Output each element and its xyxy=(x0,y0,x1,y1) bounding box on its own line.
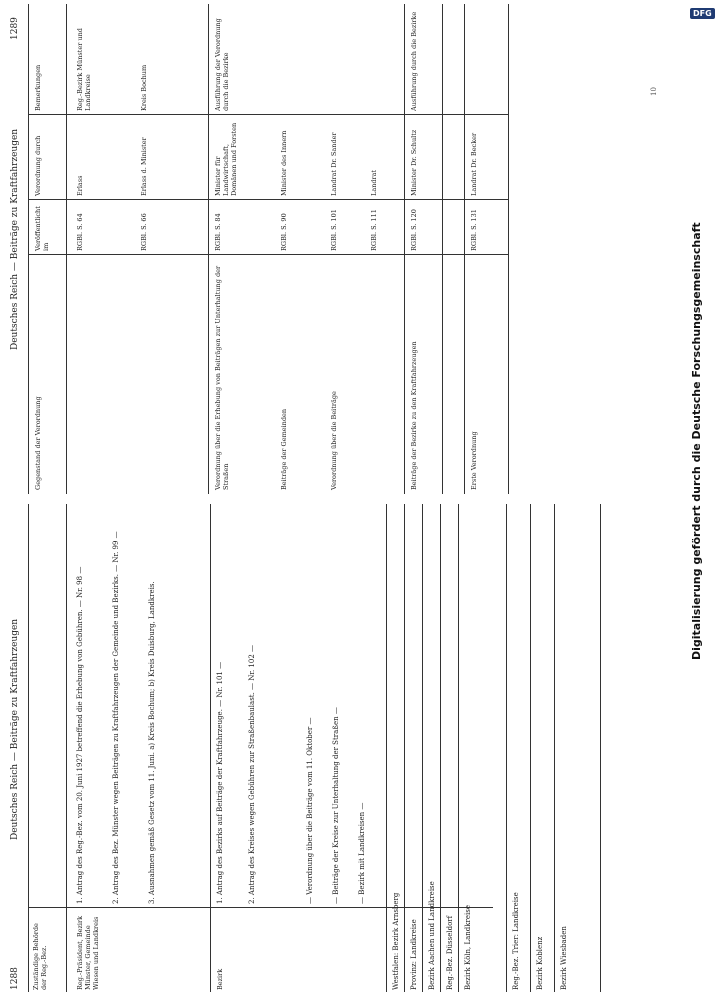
table-cell: 3. Ausnahmen gemäß Gesetz vom 11. Juni. a) Kreis Bochum; b) Kreis Duisburg, Landkreis. xyxy=(148,581,156,904)
table-cell: Beiträge der Bezirke zu den Kraftfahrzeugen xyxy=(410,341,418,490)
list-item: Westfalen: Bezirk Arnsberg xyxy=(392,892,400,990)
row-rule xyxy=(440,504,441,992)
table-cell: RGBl. S. 64 xyxy=(76,213,84,251)
list-item: Bezirk Köln, Landkreise xyxy=(464,905,472,990)
table-cell: Reg.-Bezirk Münster und Landkreise xyxy=(76,28,92,111)
column-header-rule xyxy=(66,4,67,494)
table-cell: Landrat Dr. Becker xyxy=(470,132,478,196)
header-rule xyxy=(28,4,29,494)
dfg-watermark-text: Digitalisierung gefördert durch die Deutsche Forschungsgemeinschaft xyxy=(690,222,703,660)
table-cell: — Bezirk mit Landkreisen — xyxy=(358,802,366,904)
list-item: Bezirk Koblenz xyxy=(536,936,544,990)
left-page xyxy=(0,500,677,1000)
table-cell: 2. Antrag des Bez. Münster wegen Beiträgen zu Kraftfahrzeugen der Gemeinde und Bezirks. — Nr. 99 — xyxy=(112,531,120,904)
table-cell: Beiträge der Gemeinden xyxy=(280,408,288,490)
list-item: Bezirk Wiesbaden xyxy=(560,926,568,990)
table-cell: Landrat Dr. Sander xyxy=(330,132,338,196)
list-item: Provinz: Landkreise xyxy=(410,919,418,990)
table-cell: Landrat xyxy=(370,169,378,196)
row-rule xyxy=(530,504,531,992)
row-rule xyxy=(464,4,465,494)
table-cell: 1. Antrag des Bezirks auf Beiträge der Kraftfahrzeuge. — Nr. 101 — xyxy=(216,661,224,904)
column-divider xyxy=(28,907,493,908)
left-col-header: Zuständige Behörde der Reg.-Bez. xyxy=(32,923,48,990)
table-cell: Bezirk xyxy=(216,968,224,990)
table-cell: Minister des Innern xyxy=(280,130,288,196)
row-rule xyxy=(506,504,507,992)
row-rule xyxy=(422,504,423,992)
row-rule xyxy=(554,504,555,992)
right-page-header: Deutsches Reich — Beiträge zu Kraftfahrzeugen xyxy=(10,128,20,350)
table-cell: — Verordnung über die Beiträge vom 11. Oktober — xyxy=(306,717,314,904)
table-cell: Erste Verordnung xyxy=(470,431,478,490)
table-cell: 1. Antrag des Reg.-Bez. vom 20. Juni 1927 betreffend die Erhebung von Gebühren. — Nr. 98 — xyxy=(76,566,84,904)
table-cell: 2. Antrag des Kreises wegen Gebühren zur Straßenbaulast. — Nr. 102 — xyxy=(248,644,256,904)
left-page-header: Deutsches Reich — Beiträge zu Kraftfahrzeugen xyxy=(10,618,20,840)
table-cell: Ausführung der Verordnung durch die Bezirke xyxy=(214,18,230,111)
right-page xyxy=(0,0,677,500)
row-rule xyxy=(600,504,601,992)
left-page-number: 1288 xyxy=(10,967,20,990)
column-header: Bemerkungen xyxy=(34,64,42,111)
table-cell: RGBl. S. 131 xyxy=(470,209,478,251)
table-cell: Kreis Bochum xyxy=(140,64,148,111)
table-cell: Reg.-Präsident, Bezirk Münster, Gemeinde Wiesen und Landkreis xyxy=(76,915,100,990)
header-rule xyxy=(28,504,29,992)
table-cell: RGBl. S. 111 xyxy=(370,209,378,251)
row-rule xyxy=(404,504,405,992)
row-rule xyxy=(208,4,209,494)
table-cell: Verordnung über die Erhebung von Beiträgen zur Unterhaltung der Straßen xyxy=(214,265,230,490)
table-cell: RGBl. S. 120 xyxy=(410,209,418,251)
column-divider xyxy=(28,254,508,255)
list-item: Bezirk Aachen und Landkreise xyxy=(428,881,436,990)
dfg-logo: DFG xyxy=(690,8,715,19)
table-cell: Minister für Landwirtschaft, Domänen und Forsten xyxy=(214,122,238,196)
column-header: Verordnung durch xyxy=(34,135,42,196)
column-header: Veröffentlicht im xyxy=(34,206,50,251)
table-cell: RGBl. S. 84 xyxy=(214,213,222,251)
table-cell: Erlass d. Minister xyxy=(140,137,148,196)
row-rule xyxy=(458,504,459,992)
row-rule xyxy=(404,4,405,494)
table-cell: Ausführung durch die Bezirke xyxy=(410,11,418,111)
row-rule xyxy=(508,4,509,494)
list-item: Reg.-Bez. Trier: Landkreise xyxy=(512,892,520,990)
row-rule xyxy=(386,504,387,992)
table-cell: Erlass xyxy=(76,175,84,196)
footer-mark: 10 xyxy=(650,87,658,96)
table-cell: RGBl. S. 101 xyxy=(330,209,338,251)
column-divider xyxy=(28,199,508,200)
right-page-number: 1289 xyxy=(10,17,20,40)
table-cell: Verordnung über die Beiträge xyxy=(330,391,338,490)
dfg-watermark xyxy=(688,0,712,1000)
table-cell: Minister Dr. Schultz xyxy=(410,129,418,196)
column-header: Gegenstand der Verordnung xyxy=(34,396,42,490)
table-cell: — Beiträge der Kreise zur Unterhaltung der Straßen — xyxy=(332,707,340,904)
column-divider xyxy=(28,114,508,115)
table-cell: RGBl. S. 66 xyxy=(140,213,148,251)
list-item: Reg.-Bez. Düsseldorf xyxy=(446,915,454,990)
row-rule xyxy=(210,504,211,992)
column-header-rule xyxy=(66,504,67,992)
table-cell: RGBl. S. 90 xyxy=(280,213,288,251)
row-rule xyxy=(442,4,443,494)
